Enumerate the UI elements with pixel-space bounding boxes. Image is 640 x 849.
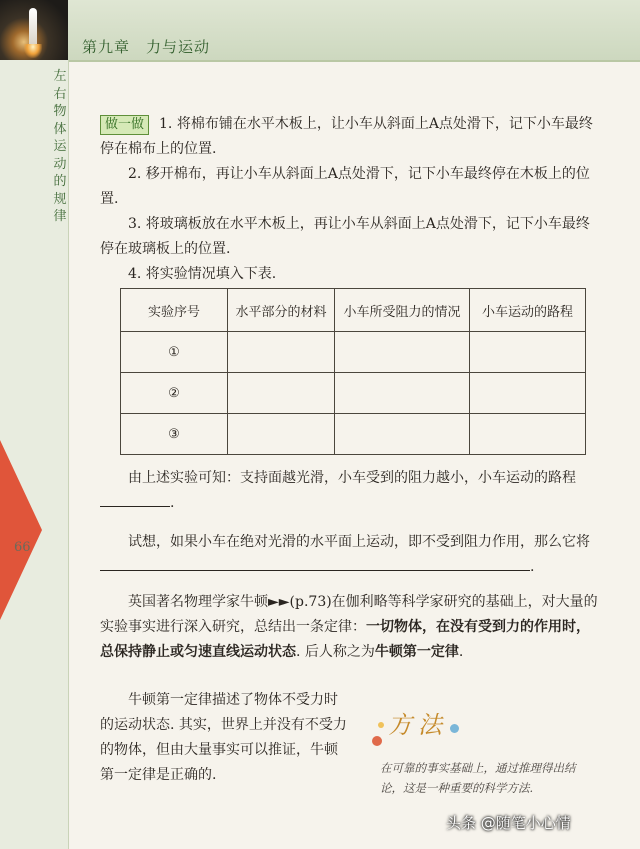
- header-band: [0, 0, 640, 62]
- section-char: 运: [53, 139, 67, 154]
- flame-icon: [24, 44, 42, 58]
- method-caption: 在可靠的事实基础上，通过推理得出结论，这是一种重要的科学方法.: [380, 761, 576, 795]
- conclusion-text-1: 由上述实验可知：支持面越光滑，小车受到的阻力越小，小车运动的路程: [128, 470, 576, 486]
- conclusion-line-1: 由上述实验可知：支持面越光滑，小车受到的阻力越小，小车运动的路程.: [100, 466, 600, 516]
- activity-step-1: [100, 112, 600, 162]
- newton-text: [100, 590, 600, 665]
- side-note: [100, 688, 350, 788]
- method-title: 方法: [388, 711, 448, 739]
- section-char: 右: [53, 86, 67, 102]
- table-cell: [335, 373, 470, 414]
- conclusion-block: [100, 466, 600, 580]
- section-char: 物: [53, 104, 67, 119]
- fill-blank: [100, 556, 530, 571]
- table-cell-index: ①: [121, 332, 228, 373]
- badge-dot-icon: [450, 724, 459, 733]
- rocket-launch-photo: [0, 0, 68, 60]
- table-row: [121, 414, 586, 455]
- section-char: 律: [53, 209, 67, 224]
- table-cell: [228, 373, 335, 414]
- table-cell: [228, 414, 335, 455]
- activity-block: [100, 112, 600, 287]
- activity-label: 做一做: [100, 115, 149, 135]
- conclusion-line-2: 试想，如果小车在绝对光滑的水平面上运动，即不受到阻力作用，那么它将.: [100, 530, 600, 580]
- activity-step-text: 1. 将棉布铺在水平木板上，让小车从斜面上A点处滑下，记下小车最终停在棉布上的位置.: [100, 116, 593, 157]
- table-header-row: [121, 289, 586, 332]
- newton-law-name: 牛顿第一定律: [374, 644, 459, 660]
- newton-paragraph: [100, 590, 600, 665]
- table-row: [121, 332, 586, 373]
- watermark: 头条 @随笔小心情: [446, 814, 571, 832]
- activity-step-3: 3. 将玻璃板放在水平木板上，再让小车从斜面上A点处滑下，记下小车最终停在玻璃板上的位置.: [100, 216, 590, 257]
- table-cell: [228, 332, 335, 373]
- page-tab-triangle: [0, 440, 42, 620]
- table-header: 实验序号: [121, 289, 228, 332]
- table-cell-index: ②: [121, 373, 228, 414]
- newton-end: .: [458, 644, 464, 660]
- table-cell-index: ③: [121, 414, 228, 455]
- section-title-vertical: [52, 68, 68, 226]
- badge-dot-icon: [378, 722, 384, 728]
- table-header: 水平部分的材料: [228, 289, 335, 332]
- fill-blank: [100, 492, 170, 507]
- section-char: 的: [53, 174, 67, 189]
- table-cell: [470, 373, 586, 414]
- table-cell: [335, 332, 470, 373]
- chapter-title: 第九章 力与运动: [82, 38, 211, 56]
- activity-step-4: 4. 将实验情况填入下表.: [128, 266, 277, 282]
- conclusion-text-2: 试想，如果小车在绝对光滑的水平面上运动，即不受到阻力作用，那么它将: [128, 534, 590, 550]
- newton-after: . 后人称之为: [296, 644, 375, 660]
- section-char: 规: [53, 191, 67, 207]
- section-char: 体: [53, 121, 67, 137]
- activity-step-2: 2. 移开棉布，再让小车从斜面上A点处滑下，记下小车最终停在木板上的位置.: [100, 166, 590, 207]
- page-number: 66: [14, 540, 31, 555]
- table-header: 小车所受阻力的情况: [335, 289, 470, 332]
- table-cell: [335, 414, 470, 455]
- section-char: 左: [53, 69, 67, 84]
- newton-intro: 英国著名物理学家牛顿►►(p.73)在伽利略等科学家研究的基础上，对大量的实验事实进行深入研究，总结出一条定律：: [100, 594, 598, 635]
- table-cell: [470, 414, 586, 455]
- table-cell: [470, 332, 586, 373]
- section-char: 动: [53, 156, 67, 172]
- table-header: 小车运动的路程: [470, 289, 586, 332]
- table-row: [121, 373, 586, 414]
- badge-dot-icon: [372, 736, 382, 746]
- newton-law: 一切物体，在没有受到力的作用时，总保持静止或匀速直线运动状态: [100, 619, 590, 660]
- rocket-icon: [29, 8, 37, 48]
- experiment-table: [120, 288, 586, 455]
- side-note-text: 牛顿第一定律描述了物体不受力时的运动状态. 其实，世界上并没有不受力的物体，但由大量事实可以推证，牛顿第一定律是正确的.: [100, 692, 347, 783]
